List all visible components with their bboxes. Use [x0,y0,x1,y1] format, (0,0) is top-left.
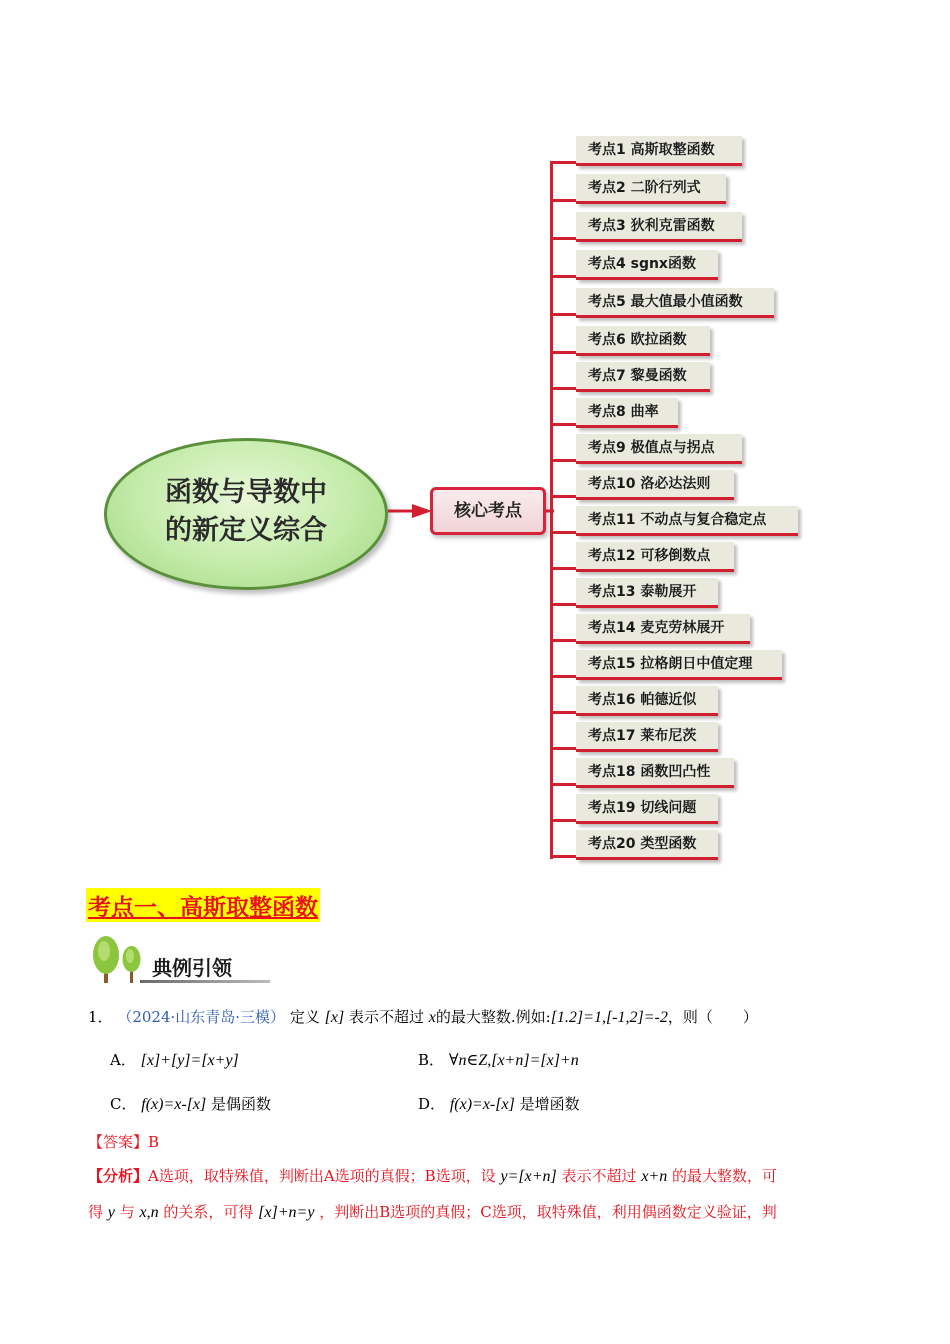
mindmap-leaf-20: 考点20 类型函数 [576,830,718,860]
option-c [110,1092,271,1117]
analysis-text-6: 的关系，可得 [163,1203,254,1221]
mindmap-leaf-10: 考点10 洛必达法则 [576,470,734,500]
question-number: 1． [88,1008,113,1026]
question-stem [88,1006,758,1029]
analysis-text-3: 的最大整数，可 [672,1167,778,1185]
analysis-line-2 [88,1200,777,1225]
mindmap-leaf-7: 考点7 黎曼函数 [576,362,710,392]
option-a [110,1048,239,1073]
mindmap-root-line-1: 函数与导数中 [165,477,327,508]
analysis-text-7: ，判断出B选项的真假；C选项，取特殊值，利用偶函数定义验证，判 [319,1203,777,1221]
branch-connector [550,603,578,606]
mindmap-leaf-2: 考点2 二阶行列式 [576,174,726,204]
stem-text-3: 的最大整数.例如: [435,1008,551,1026]
mindmap-leaf-15: 考点15 拉格朗日中值定理 [576,650,782,680]
option-a-label: A． [110,1051,136,1069]
branch-connector [550,161,578,164]
arrow-connector [388,500,434,522]
branch-connector [550,531,578,534]
question-source: （2024·山东青岛·三模） [117,1008,286,1026]
analysis-text-2: 表示不超过 [561,1167,637,1185]
mindmap-root-line-2: 的新定义综合 [165,515,327,546]
branch-connector [550,711,578,714]
mindmap-core-node: 核心考点 [430,487,546,535]
option-c-math: f(x)=x-[x] [141,1096,207,1113]
analysis-line-1 [88,1164,777,1189]
analysis-math-1: y=[x+n] [500,1168,557,1185]
mindmap-leaf-12: 考点12 可移倒数点 [576,542,734,572]
mindmap-leaf-17: 考点17 莱布尼茨 [576,722,718,752]
branch-connector [550,675,578,678]
analysis-text-4: 得 [88,1203,104,1221]
mindmap-leaf-18: 考点18 函数凹凸性 [576,758,734,788]
mindmap-leaf-3: 考点3 狄利克雷函数 [576,212,742,242]
stem-floor-x: [x] [324,1009,345,1026]
option-c-label: C． [110,1095,137,1113]
branch-connector [550,819,578,822]
mindmap-leaf-11: 考点11 不动点与复合稳定点 [576,506,798,536]
branch-connector [550,351,578,354]
mindmap-leaf-16: 考点16 帕德近似 [576,686,718,716]
mindmap-root-label [104,474,388,550]
option-c-text: 是偶函数 [211,1095,272,1113]
analysis-math-2: x+n [641,1168,668,1185]
branch-connector [550,275,578,278]
branch-connector [550,199,578,202]
analysis-text-1: A选项，取特殊值，判断出A选项的真假；B选项，设 [148,1167,496,1185]
branch-connector [550,639,578,642]
example-banner-label: 典例引领 [152,956,232,980]
stem-x: x [428,1009,436,1026]
analysis-math-3: y [107,1204,115,1221]
branch-connector [550,495,578,498]
branch-connector [550,237,578,240]
stem-text-2: 表示不超过 [348,1008,424,1026]
branch-connector [550,313,578,316]
analysis-math-5: [x]+n=y [258,1204,315,1221]
branch-trunk [550,164,553,859]
mindmap-leaf-19: 考点19 切线问题 [576,794,718,824]
section-title: 考点一、高斯取整函数 [86,888,320,922]
mindmap-leaf-14: 考点14 麦克劳林展开 [576,614,750,644]
stem-text-1: 定义 [289,1008,320,1026]
mindmap-leaf-13: 考点13 泰勒展开 [576,578,718,608]
branch-connector [550,747,578,750]
mindmap-leaf-4: 考点4 sgnx函数 [576,250,718,280]
branch-connector [550,567,578,570]
option-d-math: f(x)=x-[x] [449,1096,515,1113]
branch-connector [550,855,578,858]
option-b-label: B． [418,1051,445,1069]
mindmap-leaf-9: 考点9 极值点与拐点 [576,434,742,464]
stem-text-4: ，则（ ） [667,1008,758,1026]
analysis-math-4: x,n [139,1204,159,1221]
option-d-text: 是增函数 [519,1095,580,1113]
mindmap-leaf-1: 考点1 高斯取整函数 [576,136,742,166]
branch-connector [550,423,578,426]
option-b-math: ∀n∈Z,[x+n]=[x]+n [448,1052,579,1069]
stem-example: [1.2]=1,[-1,2]=-2 [550,1009,668,1026]
option-b [418,1048,579,1073]
answer-label: 【答案】 [88,1133,149,1151]
branch-connector [550,387,578,390]
answer-line [88,1130,159,1154]
option-a-math: [x]+[y]=[x+y] [140,1052,239,1069]
mindmap-leaf-8: 考点8 曲率 [576,398,678,428]
option-d [418,1092,580,1117]
branch-connector [550,459,578,462]
banner-underline [140,980,270,983]
answer-value: B [148,1133,160,1151]
mindmap-leaf-6: 考点6 欧拉函数 [576,326,710,356]
mindmap-leaf-5: 考点5 最大值最小值函数 [576,288,774,318]
analysis-label: 【分析】 [88,1167,149,1185]
option-d-label: D． [418,1095,446,1113]
analysis-text-5: 与 [119,1203,135,1221]
branch-connector [550,783,578,786]
